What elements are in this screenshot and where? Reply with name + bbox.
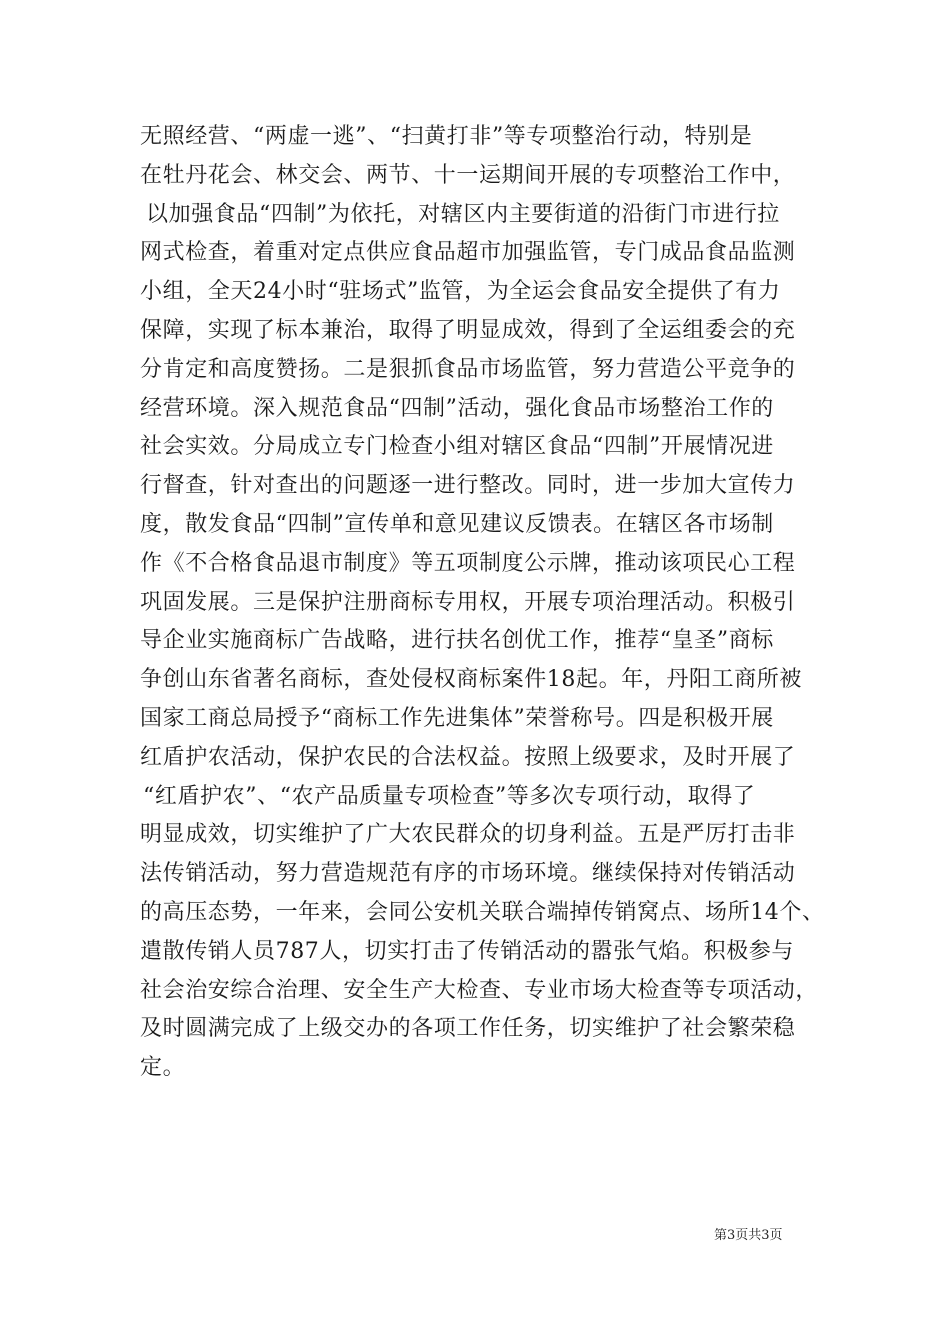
text-line: 争创山东省著名商标，查处侵权商标案件18起。年，丹阳工商所被 (140, 667, 802, 693)
text-line: 无照经营、“两虚一逃”、“扫黄打非”等专项整治行动，特别是 (140, 124, 753, 149)
text-line: 保障，实现了标本兼治，取得了明显成效，得到了全运组委会的充 (140, 317, 796, 343)
text-line: 法传销活动，努力营造规范有序的市场环境。继续保持对传销活动 (140, 861, 796, 887)
text-line: 作《不合格食品退市制度》等五项制度公示牌，推动该项民心工程 (140, 550, 796, 576)
text-line: 导企业实施商标广告战略，进行扶名创优工作，推荐“皇圣”商标 (140, 628, 774, 654)
text-line: 及时圆满完成了上级交办的各项工作任务，切实维护了社会繁荣稳 (140, 1016, 796, 1042)
text-line: 社会治安综合治理、安全生产大检查、专业市场大检查等专项活动， (140, 977, 819, 1003)
text-line: 明显成效，切实维护了广大农民群众的切身利益。五是严厉打击非 (140, 822, 796, 848)
page-number: 第3页共3页 (714, 1228, 783, 1243)
text-line: 度，散发食品“四制”宣传单和意见建议反馈表。在辖区各市场制 (140, 511, 774, 537)
text-line: 红盾护农活动，保护农民的合法权益。按照上级要求，及时开展了 (140, 744, 796, 770)
text-line: 巩固发展。三是保护注册商标专用权，开展专项治理活动。积极引 (140, 589, 796, 615)
text-line: 遣散传销人员787人，切实打击了传销活动的嚣张气焰。积极参与 (140, 938, 794, 964)
text-line: “红盾护农”、“农产品质量专项检查”等多次专项行动，取得了 (143, 783, 756, 809)
text-line: 社会实效。分局成立专门检查小组对辖区食品“四制”开展情况进 (140, 434, 774, 460)
text-line: 行督查，针对查出的问题逐一进行整改。同时，进一步加大宣传力 (140, 473, 796, 499)
text-line: 以加强食品“四制”为依托，对辖区内主要街道的沿街门市进行拉 (146, 201, 780, 227)
text-line: 定。 (140, 1055, 186, 1081)
text-line: 经营环境。深入规范食品“四制”活动，强化食品市场整治工作的 (140, 395, 774, 421)
text-line: 网式检查，着重对定点供应食品超市加强监管，专门成品食品监测 (140, 240, 796, 266)
page-footer (714, 1228, 783, 1244)
text-line: 国家工商总局授予“商标工作先进集体”荣誉称号。四是积极开展 (140, 705, 774, 731)
text-line: 的高压态势，一年来，会同公安机关联合端掉传销窝点、场所14个、 (140, 899, 825, 925)
body-paragraph (140, 118, 840, 1088)
text-line: 小组，全天24小时“驻场式”监管，为全运会食品安全提供了有力 (140, 279, 781, 305)
text-line: 在牡丹花会、林交会、两节、十一运期间开展的专项整治工作中， (140, 162, 796, 188)
text-line: 分肯定和高度赞扬。二是狠抓食品市场监管，努力营造公平竞争的 (140, 356, 796, 382)
